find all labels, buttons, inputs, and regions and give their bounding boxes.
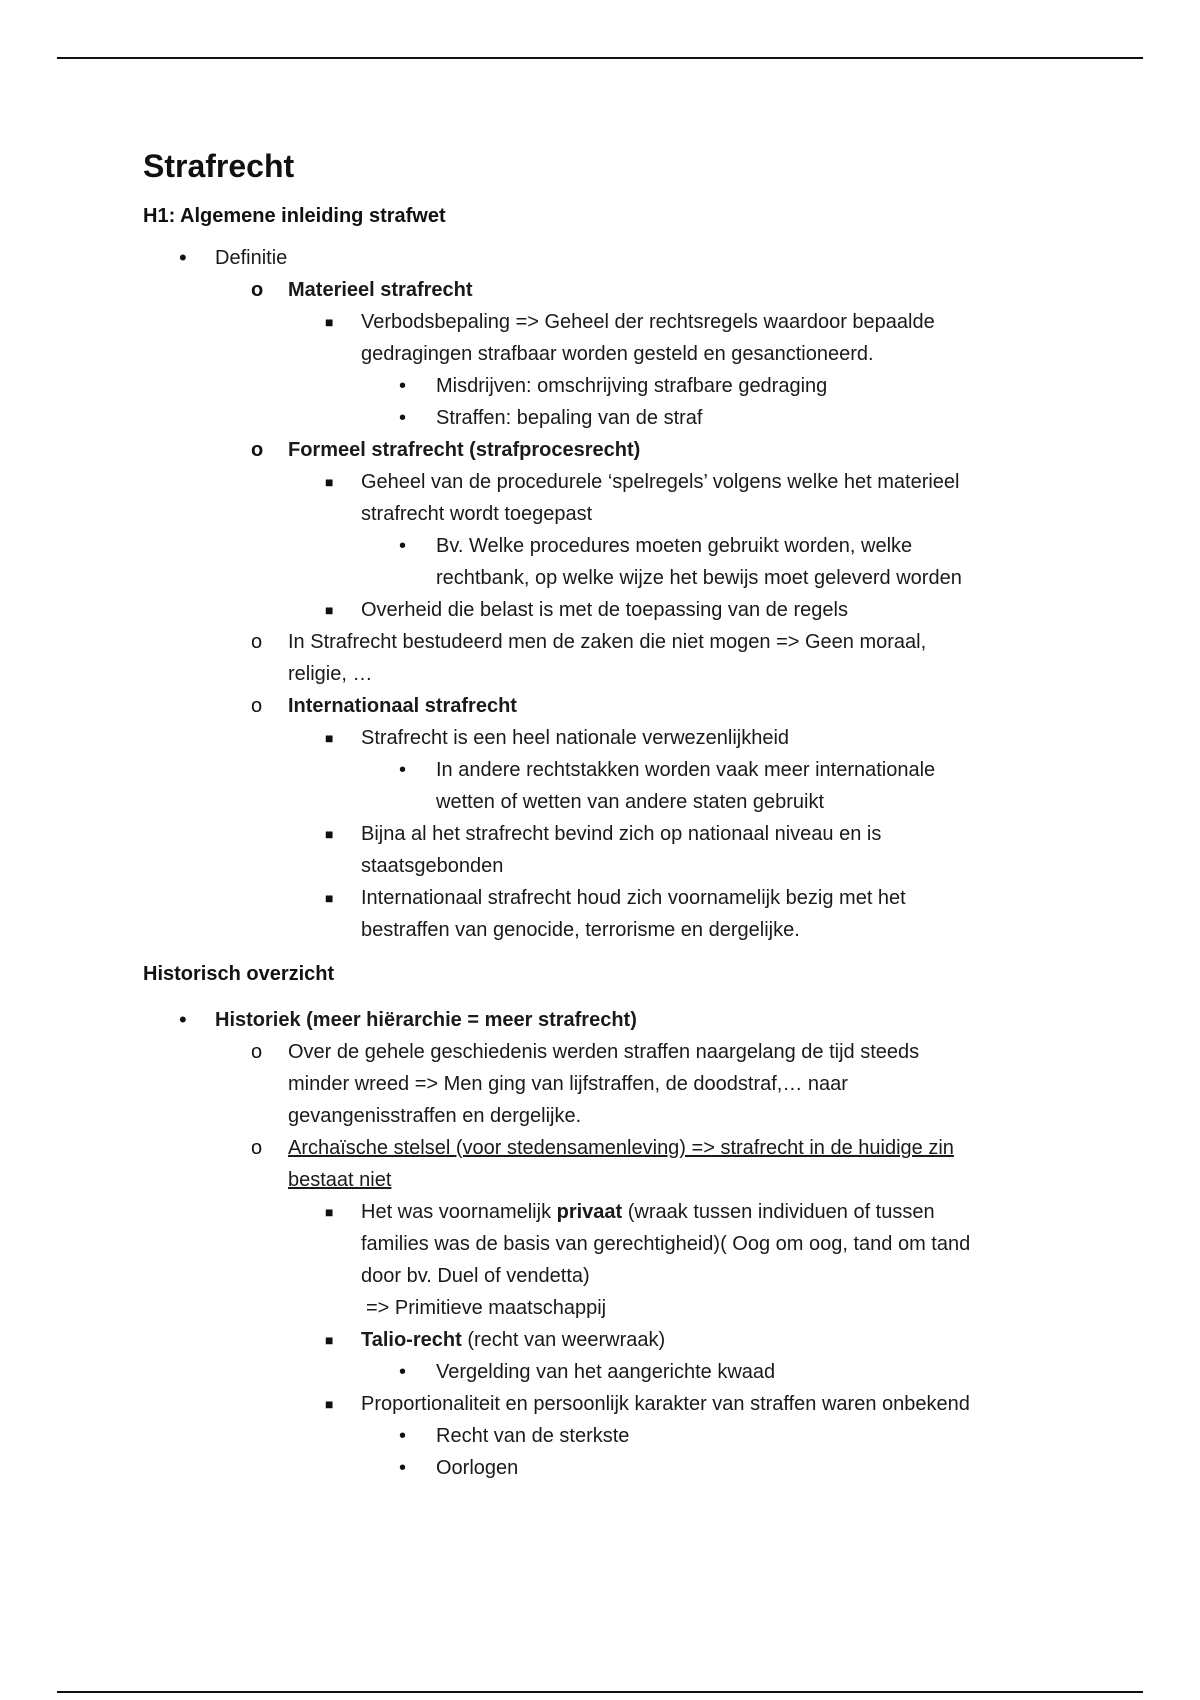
- bullet-disc-icon: •: [399, 1425, 407, 1447]
- list-item: o Over de gehele geschiedenis werden straffen naargelang de tijd steeds: [143, 1036, 1073, 1068]
- bullet-square-icon: ■: [325, 1332, 334, 1348]
- list-item: • Misdrijven: omschrijving strafbare gedraging: [143, 370, 1073, 402]
- list-item: ■ Talio-recht (recht van weerwraak): [143, 1324, 1073, 1356]
- bullet-disc-icon: •: [399, 375, 407, 397]
- list-item: ■ Het was voornamelijk privaat (wraak tussen individuen of tussen: [143, 1196, 1073, 1228]
- bullet-disc-icon: •: [399, 1361, 407, 1383]
- bullet-circle-icon: o: [251, 1041, 263, 1063]
- bullet-square-icon: ■: [325, 474, 334, 490]
- bullet-disc-icon: •: [399, 407, 407, 429]
- list-item: • Recht van de sterkste: [143, 1420, 1073, 1452]
- document-title: Strafrecht: [143, 148, 295, 184]
- bullet-square-icon: ■: [325, 314, 334, 330]
- bullet-circle-icon: o: [251, 1137, 263, 1159]
- list-item: o Formeel strafrecht (strafprocesrecht): [143, 434, 1073, 466]
- bullet-circle-icon: o: [251, 439, 264, 461]
- list-item: ■ Bijna al het strafrecht bevind zich op nationaal niveau en is: [143, 818, 1073, 850]
- list-item: • Vergelding van het aangerichte kwaad: [143, 1356, 1073, 1388]
- document-body: Strafrecht H1: Algemene inleiding strafwet • Definitie o Materieel strafrecht ■ Verbodsbepaling => Geheel der rechtsregels waardoor bepaalde gedragingen strafbaar worden gesteld en gesanctioneerd. • Misdrijven: omschrijving strafbare gedraging • Straffen: bepaling van de straf o Formeel strafrecht (strafprocesrecht) ■ Geheel van de procedurele ‘spelregels’ volgens welke het materieel strafrecht wordt toegepast • Bv. Welke procedures moeten gebruikt worden, welke rechtbank, op welke wijze het bewijs moet geleverd worden ■ Overheid die belast is met de toepassing van de regels o In Strafrecht bestudeerd men de zaken die niet mogen => Geen moraal, religie, … o Internationaal strafrecht ■ Strafrecht is een heel nationale verwezenlijkheid • In andere rechtstakken worden vaak meer internationale wetten of wetten van andere staten gebruikt ■ Bijna al het strafrecht bevind zich op nationaal niveau en is staatsgebonden ■ Internationaal strafrecht houd zich voornamelijk bezig met het bestraffen van genocide, terrorisme en dergelijke. Historisch overzicht • Historiek (meer hiërarchie = meer strafrecht) o Over de gehele geschiedenis werden straffen naargelang de tijd steeds minder wreed => Men ging van lijfstraffen, de doodstraf,… naar gevangenisstraffen en dergelijke. o Archaïsche stelsel (voor stedensamenleving) => strafrecht in de huidige zin bestaat niet ■ Het was voornamelijk privaat (wraak tussen individuen of tussen families was de basis van gerechtigheid)( Oog om oog, tand om tand door bv. Duel of vendetta) => Primitieve maatschappij ■ Talio-recht (recht van weerwraak) • Vergelding van het aangerichte kwaad ■ Proportionaliteit en persoonlijk karakter van straffen waren onbekend • Recht van de sterkste • Oorlogen: [143, 144, 1073, 1484]
- bullet-disc-icon: •: [399, 1457, 407, 1479]
- bullet-square-icon: ■: [325, 1204, 334, 1220]
- list-item: o Materieel strafrecht: [143, 274, 1073, 306]
- list-item: o Archaïsche stelsel (voor stedensamenleving) => strafrecht in de huidige zin: [143, 1132, 1073, 1164]
- bullet-disc-icon: •: [179, 1007, 187, 1032]
- bullet-square-icon: ■: [325, 890, 334, 906]
- list-item: ■ Geheel van de procedurele ‘spelregels’ volgens welke het materieel: [143, 466, 1073, 498]
- bullet-square-icon: ■: [325, 602, 334, 618]
- list-item: • Oorlogen: [143, 1452, 1073, 1484]
- list-item: o In Strafrecht bestudeerd men de zaken die niet mogen => Geen moraal,: [143, 626, 1073, 658]
- bullet-disc-icon: •: [179, 245, 187, 270]
- header-rule: [57, 57, 1143, 59]
- bullet-square-icon: ■: [325, 730, 334, 746]
- bullet-circle-icon: o: [251, 631, 263, 653]
- list-item: ■ Proportionaliteit en persoonlijk karakter van straffen waren onbekend: [143, 1388, 1073, 1420]
- bullet-disc-icon: •: [399, 759, 407, 781]
- list-item: • Straffen: bepaling van de straf: [143, 402, 1073, 434]
- list-item: • Definitie: [143, 242, 1073, 274]
- list-item: ■ Internationaal strafrecht houd zich voornamelijk bezig met het: [143, 882, 1073, 914]
- bullet-circle-icon: o: [251, 279, 264, 301]
- bullet-circle-icon: o: [251, 695, 263, 717]
- list-item: o Internationaal strafrecht: [143, 690, 1073, 722]
- footer-rule: [57, 1691, 1143, 1693]
- list-item: • In andere rechtstakken worden vaak meer internationale: [143, 754, 1073, 786]
- list-item: ■ Overheid die belast is met de toepassing van de regels: [143, 594, 1073, 626]
- section-heading-historisch: Historisch overzicht: [143, 963, 335, 985]
- bullet-disc-icon: •: [399, 535, 407, 557]
- list-item: • Bv. Welke procedures moeten gebruikt worden, welke: [143, 530, 1073, 562]
- bullet-square-icon: ■: [325, 826, 334, 842]
- list-item: ■ Strafrecht is een heel nationale verwezenlijkheid: [143, 722, 1073, 754]
- list-item: ■ Verbodsbepaling => Geheel der rechtsregels waardoor bepaalde: [143, 306, 1073, 338]
- section-heading-h1: H1: Algemene inleiding strafwet: [143, 205, 446, 227]
- list-item: • Historiek (meer hiërarchie = meer strafrecht): [143, 1004, 1073, 1036]
- bullet-square-icon: ■: [325, 1396, 334, 1412]
